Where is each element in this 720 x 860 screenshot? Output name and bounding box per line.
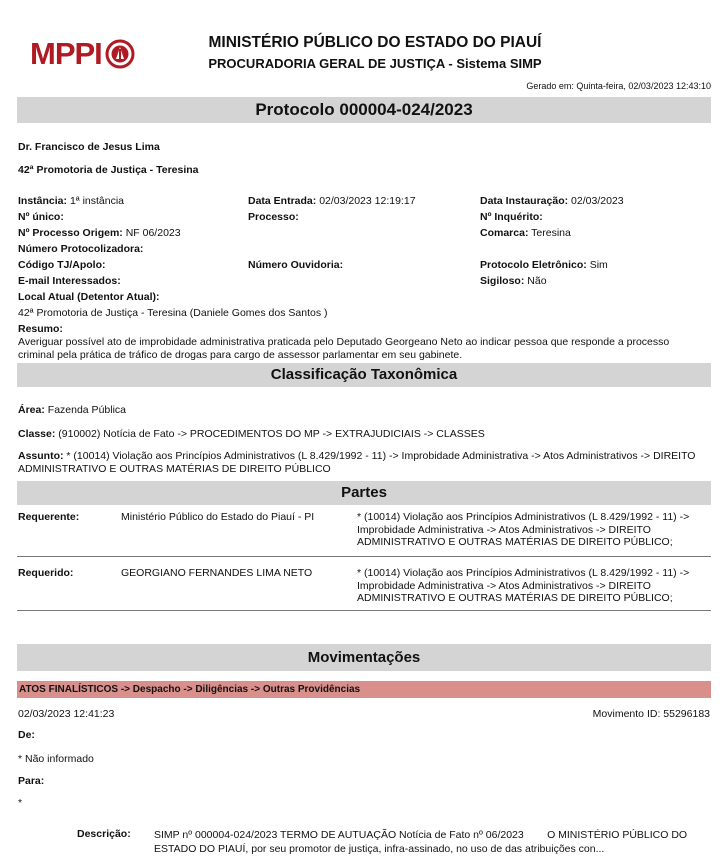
protocol-title: Protocolo 000004-024/2023 bbox=[17, 97, 711, 123]
field-numero-protocolizadora: Número Protocolizadora: bbox=[18, 243, 144, 255]
parte-name: Ministério Público do Estado do Piauí - PI bbox=[121, 511, 315, 523]
field-processo-origem: Nº Processo Origem: NF 06/2023 bbox=[18, 227, 181, 239]
field-resumo-value: Averiguar possível ato de improbidade administrativa praticada pelo Deputado Georgeano Neto ao indicar pessoa que responde a processo criminal pela prática de tráfico de drogas para cargo de assessor parlamentar em seu gabinete. bbox=[18, 336, 670, 361]
field-local-atual-label: Local Atual (Detentor Atual): bbox=[18, 291, 160, 303]
parte-role: Requerido: bbox=[18, 567, 74, 579]
movement-de-value: * Não informado bbox=[18, 753, 94, 765]
movement-para-value: * bbox=[18, 797, 23, 809]
field-data-entrada: Data Entrada: 02/03/2023 12:19:17 bbox=[248, 195, 416, 207]
field-instancia: Instância: 1ª instância bbox=[18, 195, 125, 207]
field-local-atual-value: 42ª Promotoria de Justiça - Teresina (Daniele Gomes dos Santos ) bbox=[18, 307, 328, 319]
taxonomy-assunto: Assunto: * (10014) Violação aos Princípios Administrativos (L 8.429/1992 - 11) -> Improbidade Administrativa -> Atos Administrativos -> DIREITO ADMINISTRATIVO E OUTRAS MATÉRIAS DE DIREITO PÚBLICO bbox=[18, 450, 696, 475]
org-subtitle: PROCURADORIA GERAL DE JUSTIÇA - Sistema SIMP bbox=[208, 56, 542, 71]
field-comarca: Comarca: Teresina bbox=[480, 227, 571, 239]
field-numero-unico: Nº único: bbox=[18, 211, 64, 223]
movement-para-label: Para: bbox=[18, 775, 45, 787]
field-codigo-tj: Código TJ/Apolo: bbox=[18, 259, 106, 271]
section-partes-title: Partes bbox=[17, 481, 711, 505]
movement-de-label: De: bbox=[18, 729, 35, 741]
section-taxonomy-title: Classificação Taxonômica bbox=[17, 363, 711, 387]
parte-subject: * (10014) Violação aos Princípios Administrativos (L 8.429/1992 - 11) -> Improbidade Administrativa -> Atos Administrativos -> DIREITO ADMINISTRATIVO E OUTRAS MATÉRIAS DE DIREITO PÚBLICO; bbox=[357, 511, 690, 548]
field-data-instauracao: Data Instauração: 02/03/2023 bbox=[480, 195, 624, 207]
row-divider bbox=[17, 610, 711, 611]
movement-category: ATOS FINALÍSTICOS -> Despacho -> Diligências -> Outras Providências bbox=[17, 681, 711, 698]
table-row bbox=[0, 511, 720, 551]
parte-subject: * (10014) Violação aos Princípios Administrativos (L 8.429/1992 - 11) -> Improbidade Administrativa -> Atos Administrativos -> DIREITO ADMINISTRATIVO E OUTRAS MATÉRIAS DE DIREITO PÚBLICO; bbox=[357, 567, 690, 604]
office-name: 42ª Promotoria de Justiça - Teresina bbox=[18, 164, 199, 176]
field-inquerito: Nº Inquérito: bbox=[480, 211, 543, 223]
taxonomy-classe: Classe: (910002) Notícia de Fato -> PROCEDIMENTOS DO MP -> EXTRAJUDICIAIS -> CLASSES bbox=[18, 428, 485, 440]
movement-descricao-label: Descrição: bbox=[77, 828, 131, 840]
movement-id: Movimento ID: 55296183 bbox=[592, 708, 710, 720]
org-name: MINISTÉRIO PÚBLICO DO ESTADO DO PIAUÍ bbox=[208, 34, 542, 51]
field-protocolo-eletronico: Protocolo Eletrônico: Sim bbox=[480, 259, 608, 271]
mppi-logo bbox=[30, 34, 135, 74]
movement-descricao-value: SIMP nº 000004-024/2023 TERMO DE AUTUAÇÃO Notícia de Fato nº 06/2023 O MINISTÉRIO PÚBLICO DO ESTADO DO PIAUÍ, por seu promotor de justiça, infra-assinado, no uso de das atribuições con... bbox=[154, 829, 691, 855]
field-numero-ouvidoria: Número Ouvidoria: bbox=[248, 259, 344, 271]
field-processo: Processo: bbox=[248, 211, 299, 223]
field-resumo-label: Resumo: bbox=[18, 323, 63, 335]
table-row bbox=[0, 567, 720, 607]
parte-name: GEORGIANO FERNANDES LIMA NETO bbox=[121, 567, 313, 579]
justice-seal-icon bbox=[105, 39, 135, 69]
field-sigiloso: Sigiloso: Não bbox=[480, 275, 547, 287]
field-email: E-mail Interessados: bbox=[18, 275, 121, 287]
movement-datetime: 02/03/2023 12:41:23 bbox=[18, 708, 115, 720]
row-divider bbox=[17, 556, 711, 557]
logo-text: MPPI bbox=[30, 36, 102, 71]
person-name: Dr. Francisco de Jesus Lima bbox=[18, 141, 160, 153]
parte-role: Requerente: bbox=[18, 511, 80, 523]
section-movimentacoes-title: Movimentações bbox=[17, 644, 711, 671]
taxonomy-area: Área: Fazenda Pública bbox=[18, 404, 126, 416]
generated-timestamp: Gerado em: Quinta-feira, 02/03/2023 12:43:10 bbox=[526, 81, 711, 91]
